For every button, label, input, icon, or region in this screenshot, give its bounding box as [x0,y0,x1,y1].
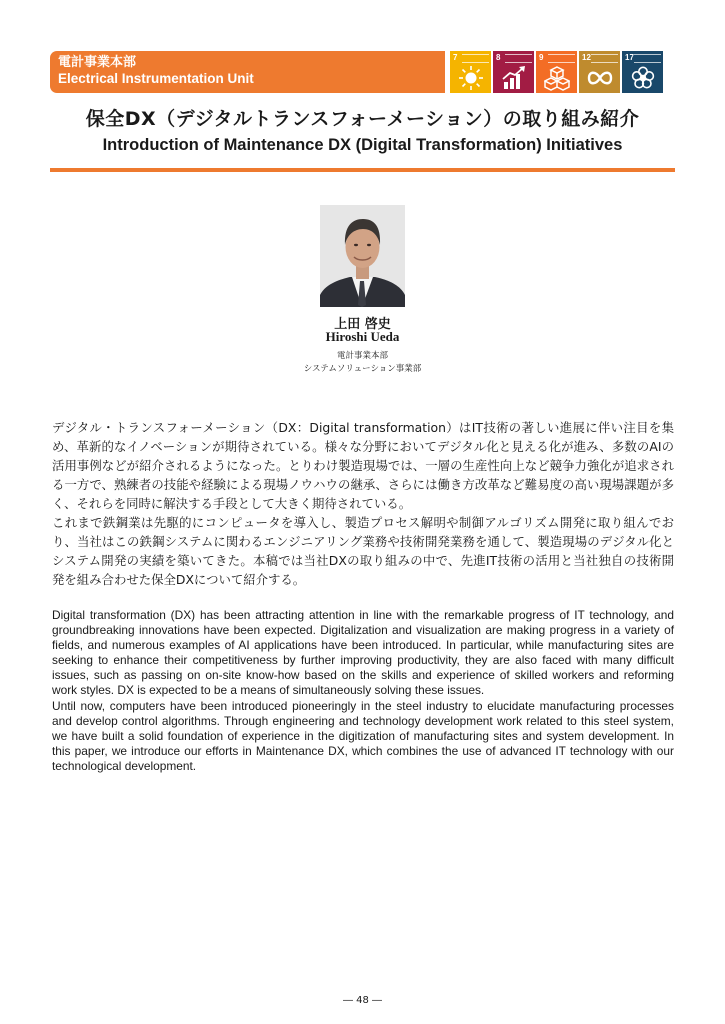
author-name-en: Hiroshi Ueda [325,329,400,344]
flower-rings-icon [630,65,656,91]
sdg-icons [450,51,663,93]
sdg-number: 9 [539,53,544,62]
page-title-en: Introduction of Maintenance DX (Digital Transformation) Initiatives [102,136,623,154]
abstract-en [52,608,674,774]
abstract-en-paragraph: Until now, computers have been introduced pioneeringly in the steel industry to elucidate manufacturing processes and develop control algorithms. Through engineering and technology development work related to this steel system, we have built a solid foundation of experience in the digitization of manufacturing sites and system development. In this paper, we introduce our efforts in Maintenance DX, which combines the use of advanced IT technology with our technological development. [52,698,674,773]
page-number: ― 48 ― [342,995,383,1006]
sdg-goal-17 [622,51,663,93]
sdg-number: 7 [453,53,458,62]
author-dept-2: システムソリューション事業部 [303,364,422,374]
sdg-goal-9 [536,51,577,93]
page-title-jp: 保全DX（デジタルトランスフォーメーション）の取り組み紹介 [85,108,640,130]
sun-icon [458,65,484,91]
cubes-icon [544,65,570,91]
sdg-number: 17 [625,53,634,62]
author-name-jp: 上田 啓史 [334,317,391,332]
sdg-goal-7 [450,51,491,93]
abstract-jp-paragraph: これまで鉄鋼業は先駆的にコンピュータを導入し、製造プロセス解明や制御アルゴリズム開発に取り組んでおり、当社はこの鉄鋼システムに関わるエンジニアリング業務や技術開発業務を通して、製造現場のデジタル化とシステム開発の実績を築いてきた。本稿では当社DXの取り組みの中で、先進IT技術の活用と当社独自の技術開発を組み合わせた保全DXについて紹介する。 [52,515,674,587]
growth-chart-icon [501,65,527,91]
infinity-icon [587,65,613,91]
abstract-jp [52,418,674,589]
title-divider [50,168,675,172]
unit-name-en: Electrical Instrumentation Unit [58,71,254,86]
sdg-number: 8 [496,53,501,62]
sdg-goal-8 [493,51,534,93]
author-dept-1: 電計事業本部 [336,351,388,361]
author-photo [320,205,405,307]
abstract-jp-paragraph: デジタル・トランスフォーメーション（DX：Digital transformation）はIT技術の著しい進展に伴い注目を集め、革新的なイノベーションが期待されている。様々な分野においてデジタル化と見える化が進み、多数のAIの活用事例などが紹介されるようになった。とりわけ製造現場では、一層の生産性向上など競争力強化が追求される一方で、熟練者の技能や経験による現場ノウハウの継承、さらには働き方改革など難易度の高い現場課題が多く、それらを同時に解決する手段として大きく期待されている。 [52,420,674,511]
unit-name-jp: 電計事業本部 [58,54,137,69]
sdg-number: 12 [582,53,591,62]
author-portrait-image [320,205,405,307]
unit-header-bar [50,51,445,93]
sdg-goal-12 [579,51,620,93]
abstract-en-paragraph: Digital transformation (DX) has been attracting attention in line with the remarkable progress of IT technology, and groundbreaking innovations have been expected. Digitalization and visualization are making progress in a variety of fields, and numerous examples of AI applications have been introduced. In particular, while manufacturing sites are seeking to enhance their competitiveness by further improving productivity, they are also faced with many difficult issues, such as passing on on-site know-how based on the skills and experience of skilled workers and reforming work styles. DX is expected to be a means of simultaneously solving these issues. [52,608,674,698]
